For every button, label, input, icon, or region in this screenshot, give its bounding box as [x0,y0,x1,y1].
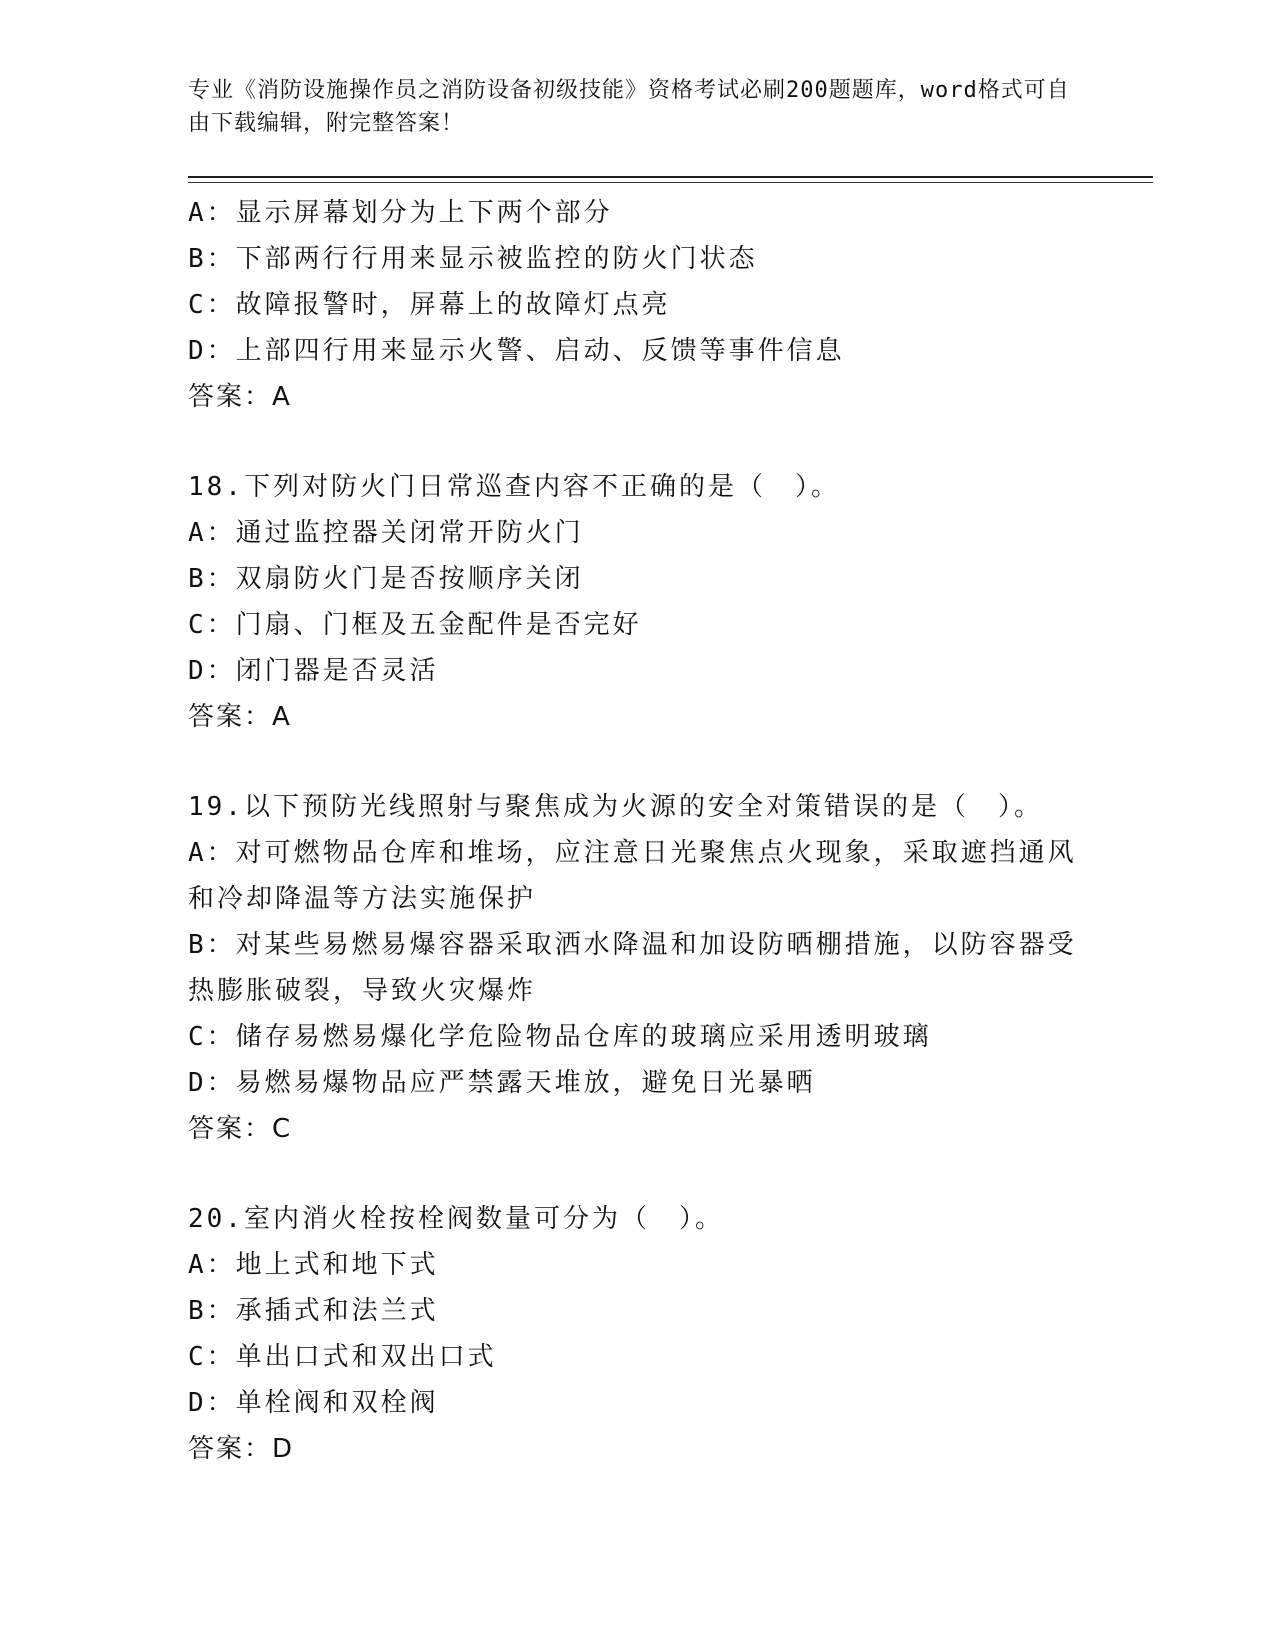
question-list [188,190,1088,1472]
question-19-block [188,784,1088,1152]
q20-answer: 答案：D [188,1434,295,1464]
q19-option-d: D：易燃易爆物品应严禁露天堆放，避免日光暴晒 [188,1068,816,1098]
q19-option-b: B：对某些易燃易爆容器采取洒水降温和加设防晒棚措施，以防容器受热膨胀破裂，导致火灾爆炸 [188,930,1077,1006]
q18-option-b: B：双扇防火门是否按顺序关闭 [188,564,584,594]
q20-option-d: D：单栓阀和双栓阀 [188,1388,439,1418]
q20-option-c: C：单出口式和双出口式 [188,1342,497,1372]
document-header: 专业《消防设施操作员之消防设备初级技能》资格考试必刷200题题库，word格式可自由下载编辑，附完整答案！ [188,78,1070,136]
q18-option-a: A：通过监控器关闭常开防火门 [188,518,584,548]
q18-option-c: C：门扇、门框及五金配件是否完好 [188,610,642,640]
q20-stem: 20.室内消火栓按栓阀数量可分为（ ）。 [188,1204,724,1234]
q18-answer: 答案：A [188,702,292,732]
header-rule-thin [188,182,1153,183]
q20-option-b: B：承插式和法兰式 [188,1296,439,1326]
spacer [188,740,1088,784]
question-18-block [188,464,1088,740]
q17-answer: 答案：A [188,382,292,412]
spacer [188,1152,1088,1196]
q20-option-a: A：地上式和地下式 [188,1250,439,1280]
question-20-block [188,1196,1088,1472]
q19-answer: 答案：C [188,1114,293,1144]
question-17-block [188,190,1088,420]
q17-option-b: B：下部两行行用来显示被监控的防火门状态 [188,244,758,274]
q19-option-c: C：储存易燃易爆化学危险物品仓库的玻璃应采用透明玻璃 [188,1022,932,1052]
spacer [188,420,1088,464]
header-rule-thick [188,176,1153,178]
q17-option-d: D：上部四行用来显示火警、启动、反馈等事件信息 [188,336,845,366]
q17-option-c: C：故障报警时，屏幕上的故障灯点亮 [188,290,671,320]
q19-option-a: A：对可燃物品仓库和堆场，应注意日光聚焦点火现象，采取遮挡通风和冷却降温等方法实施保护 [188,838,1077,914]
q18-stem: 18.下列对防火门日常巡查内容不正确的是（ ）。 [188,472,840,502]
q17-option-a: A：显示屏幕划分为上下两个部分 [188,198,613,228]
q18-option-d: D：闭门器是否灵活 [188,656,439,686]
q19-stem: 19.以下预防光线照射与聚焦成为火源的安全对策错误的是（ ）。 [188,792,1043,822]
